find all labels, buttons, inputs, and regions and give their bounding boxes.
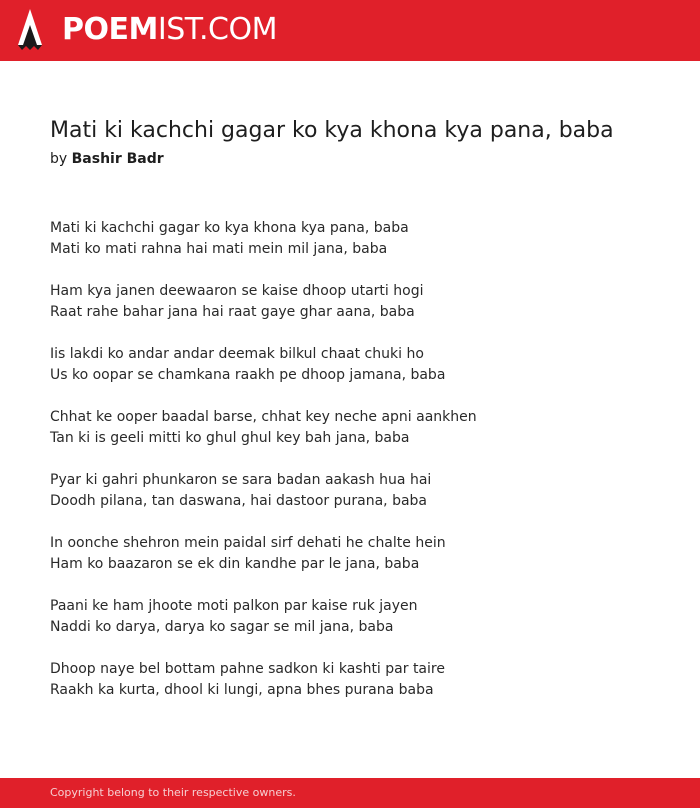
poem-line: Naddi ko darya, darya ko sagar se mil jana, baba: [50, 619, 394, 635]
site-footer: [0, 778, 700, 808]
stanza: [50, 344, 670, 386]
poem-line: Raat rahe bahar jana hai raat gaye ghar aana, baba: [50, 304, 415, 320]
by-label: by: [50, 151, 68, 167]
poem-line: Us ko oopar se chamkana raakh pe dhoop jamana, baba: [50, 367, 446, 383]
poem-body: [50, 218, 670, 722]
stanza: [50, 596, 670, 638]
poem-line: Tan ki is geeli mitti ko ghul ghul key bah jana, baba: [50, 430, 410, 446]
stanza: [50, 407, 670, 449]
stanza: [50, 218, 670, 260]
poem-line: Raakh ka kurta, dhool ki lungi, apna bhes purana baba: [50, 682, 434, 698]
site-header: [0, 0, 700, 61]
poem-line: Doodh pilana, tan daswana, hai dastoor purana, baba: [50, 493, 428, 509]
copyright-notice: Copyright belong to their respective owners.: [50, 786, 296, 799]
poem-line: Mati ki kachchi gagar ko kya khona kya pana, baba: [50, 220, 409, 236]
pencil-tip-icon[interactable]: [18, 9, 42, 51]
byline: [50, 149, 164, 169]
poem-line: Ham ko baazaron se ek din kandhe par le jana, baba: [50, 556, 420, 572]
site-logo[interactable]: [62, 13, 277, 47]
brand-light-text: IST.COM: [157, 12, 277, 47]
poem-line: Dhoop naye bel bottam pahne sadkon ki kashti par taire: [50, 661, 445, 677]
stanza: [50, 533, 670, 575]
brand-bold-text: POEM: [62, 12, 158, 47]
poem-line: Iis lakdi ko andar andar deemak bilkul chaat chuki ho: [50, 346, 424, 362]
stanza: [50, 470, 670, 512]
stanza: [50, 659, 670, 701]
poem-line: Paani ke ham jhoote moti palkon par kaise ruk jayen: [50, 598, 418, 614]
poem-line: Mati ko mati rahna hai mati mein mil jana, baba: [50, 241, 388, 257]
poem-title: Mati ki kachchi gagar ko kya khona kya pana, baba: [50, 118, 614, 143]
poem-line: Chhat ke ooper baadal barse, chhat key neche apni aankhen: [50, 409, 477, 425]
author-name: Bashir Badr: [71, 151, 164, 167]
poem-line: In oonche shehron mein paidal sirf dehati he chalte hein: [50, 535, 446, 551]
poem-line: Pyar ki gahri phunkaron se sara badan aakash hua hai: [50, 472, 432, 488]
poem-line: Ham kya janen deewaaron se kaise dhoop utarti hogi: [50, 283, 424, 299]
stanza: [50, 281, 670, 323]
